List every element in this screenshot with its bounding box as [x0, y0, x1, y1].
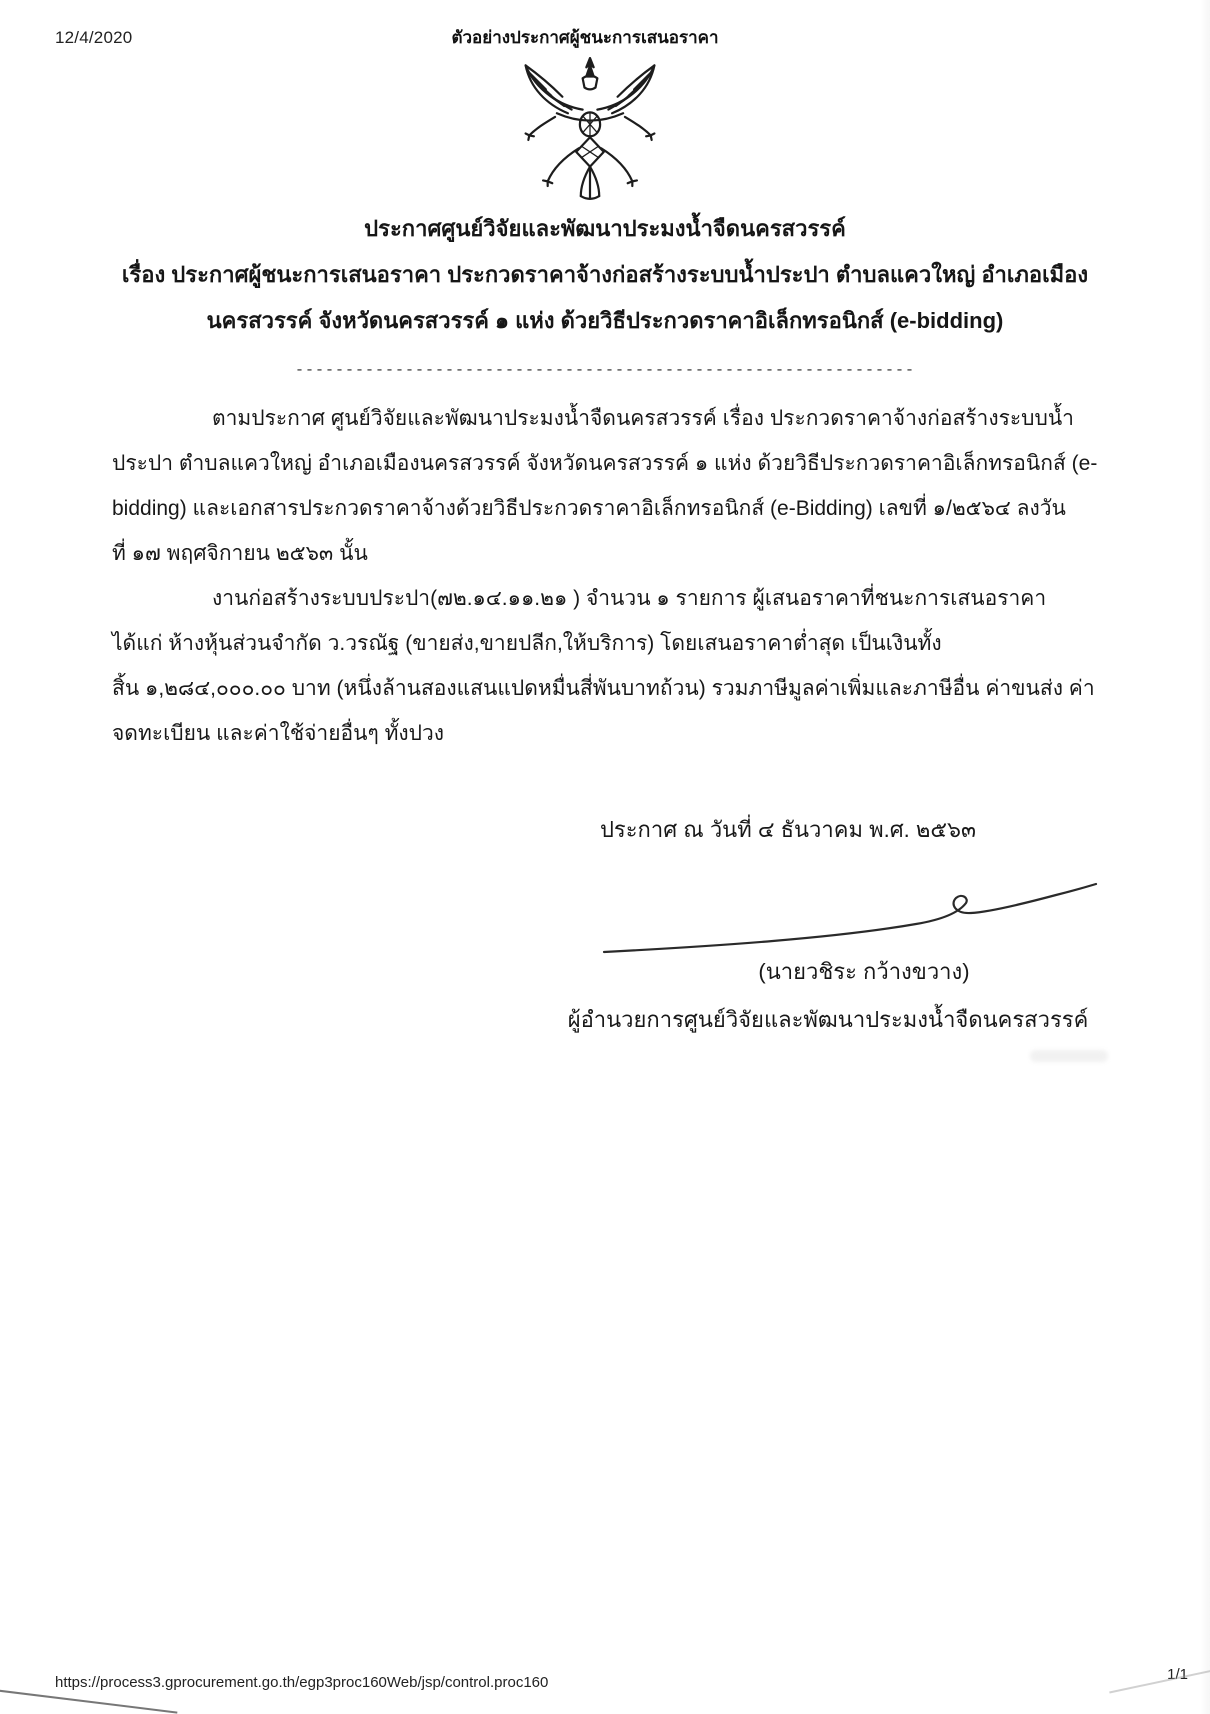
scan-edge-shading [1200, 0, 1210, 1714]
paragraph-1-line-1: ตามประกาศ ศูนย์วิจัยและพัฒนาประมงน้ำจืดนครสวรรค์ เรื่อง ประกวดราคาจ้างก่อสร้างระบบน้ำ [212, 407, 1074, 430]
announcement-date-line: ประกาศ ณ วันที่ ๔ ธันวาคม พ.ศ. ๒๕๖๓ [599, 817, 977, 842]
signatory-name: (นายวชิระ กว้างขวาง) [758, 959, 970, 984]
scan-smudge [1030, 1050, 1108, 1062]
signatory-title: ผู้อำนวยการศูนย์วิจัยและพัฒนาประมงน้ำจืดนครสวรรค์ [567, 1007, 1089, 1032]
paragraph-1-line-4: ที่ ๑๗ พฤศจิกายน ๒๕๖๓ นั้น [112, 542, 368, 565]
footer-url: https://process3.gprocurement.go.th/egp3proc160Web/jsp/control.proc160 [55, 1674, 549, 1691]
paragraph-2-line-1: งานก่อสร้างระบบประปา(๗๒.๑๔.๑๑.๒๑ ) จำนวน ๑ รายการ ผู้เสนอราคาที่ชนะการเสนอราคา [212, 587, 1047, 610]
paragraph-1-line-2: ประปา ตำบลแควใหญ่ อำเภอเมืองนครสวรรค์ จังหวัดนครสวรรค์ ๑ แห่ง ด้วยวิธีประกวดราคาอิเล็กทรอนิกส์ (e- [112, 452, 1098, 475]
title-line-3: นครสวรรค์ จังหวัดนครสวรรค์ ๑ แห่ง ด้วยวิธีประกวดราคาอิเล็กทรอนิกส์ (e-bidding) [206, 308, 1004, 333]
signature-stroke [598, 876, 1102, 960]
paragraph-2-line-4: จดทะเบียน และค่าใช้จ่ายอื่นๆ ทั้งปวง [112, 722, 445, 745]
title-line-2: เรื่อง ประกาศผู้ชนะการเสนอราคา ประกวดราคาจ้างก่อสร้างระบบน้ำประปา ตำบลแควใหญ่ อำเภอเมือง [121, 262, 1089, 287]
scan-artifact-bottom-right [1109, 1665, 1210, 1694]
paragraph-1-line-3: bidding) และเอกสารประกวดราคาจ้างด้วยวิธีประกวดราคาอิเล็กทรอนิกส์ (e-Bidding) เลขที่ ๑/๒๕๖๔ ลงวัน [112, 497, 1066, 520]
title-line-1: ประกาศศูนย์วิจัยและพัฒนาประมงน้ำจืดนครสวรรค์ [364, 216, 846, 241]
paragraph-2-line-3: สิ้น ๑,๒๘๔,๐๐๐.๐๐ บาท (หนึ่งล้านสองแสนแปดหมื่นสี่พันบาทถ้วน) รวมภาษีมูลค่าเพิ่มและภาษีอื่น ค่าขนส่ง ค่า [112, 677, 1095, 700]
garuda-emblem-icon [498, 50, 682, 206]
dashed-separator: -------------------------------------------------------------- [294, 362, 916, 379]
document-title-block [0, 206, 1210, 344]
paragraph-2-line-2: ได้แก่ ห้างหุ้นส่วนจำกัด ว.วรณัฐ (ขายส่ง,ขายปลีก,ให้บริการ) โดยเสนอราคาต่ำสุด เป็นเงินทั้ง [112, 632, 942, 655]
scan-artifact-bottom-left [0, 1688, 177, 1713]
page-number: 1/1 [1167, 1666, 1188, 1683]
document-body [112, 396, 1104, 756]
print-date: 12/4/2020 [55, 28, 133, 47]
print-header-title: ตัวอย่างประกาศผู้ชนะการเสนอราคา [451, 28, 719, 47]
